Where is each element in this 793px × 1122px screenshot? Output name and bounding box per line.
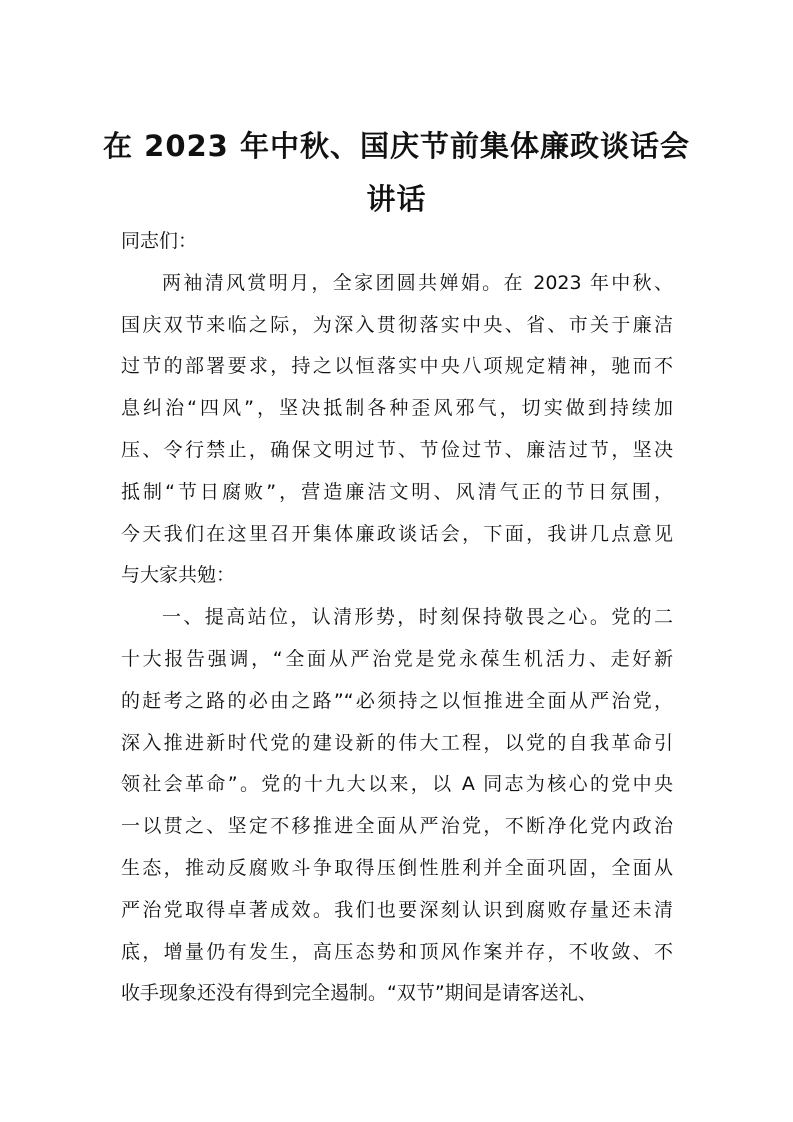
paragraph-2-line: 一、提高站位，认清形势，时刻保持敬畏之心。党的二 <box>162 606 673 629</box>
paragraph-1-line: 两袖清风赏明月，全家团圆共婵娟。在 2023 年中秋、 <box>162 271 673 294</box>
document-title-line-2: 讲话 <box>366 182 427 216</box>
paragraph-1-line: 压、令行禁止，确保文明过节、节俭过节、廉洁过节，坚决 <box>121 438 673 461</box>
paragraph-2-line: 深入推进新时代党的建设新的伟大工程，以党的自我革命引 <box>121 731 673 754</box>
paragraph-2-line: 底，增量仍有发生，高压态势和顶风作案并存，不收敛、不 <box>121 940 673 963</box>
paragraph-2-line: 一以贯之、坚定不移推进全面从严治党，不断净化党内政治 <box>121 815 673 838</box>
paragraph-1-line: 今天我们在这里召开集体廉政谈话会，下面，我讲几点意见 <box>121 522 673 545</box>
document-body <box>121 221 673 1015</box>
paragraph-2-line: 领社会革命”。党的十九大以来，以 A 同志为核心的党中央 <box>121 773 673 796</box>
paragraph-1-line: 抵制“节日腐败”，营造廉洁文明、风清气正的节日氛围， <box>121 480 673 503</box>
paragraph-1-line: 国庆双节来临之际，为深入贯彻落实中央、省、市关于廉洁 <box>121 313 673 336</box>
paragraph-1-line: 与大家共勉： <box>121 564 236 587</box>
paragraph-2-line: 的赶考之路的必由之路”“必须持之以恒推进全面从严治党， <box>121 689 673 712</box>
paragraph-2-line: 生态，推动反腐败斗争取得压倒性胜利并全面巩固，全面从 <box>121 856 673 879</box>
document-title-line-1: 在 2023 年中秋、国庆节前集体廉政谈话会 <box>103 129 690 163</box>
salutation: 同志们： <box>121 230 198 252</box>
paragraph-1-line: 过节的部署要求，持之以恒落实中央八项规定精神，驰而不 <box>121 355 673 378</box>
paragraph-2-line: 严治党取得卓著成效。我们也要深刻认识到腐败存量还未清 <box>121 898 673 921</box>
paragraph-2-line: 收手现象还没有得到完全遏制。“双节”期间是请客送礼、 <box>121 982 597 1005</box>
paragraph-2-line: 十大报告强调，“全面从严治党是党永葆生机活力、走好新 <box>121 647 673 670</box>
paragraph-1-line: 息纠治“四风”，坚决抵制各种歪风邪气，切实做到持续加 <box>121 397 673 420</box>
